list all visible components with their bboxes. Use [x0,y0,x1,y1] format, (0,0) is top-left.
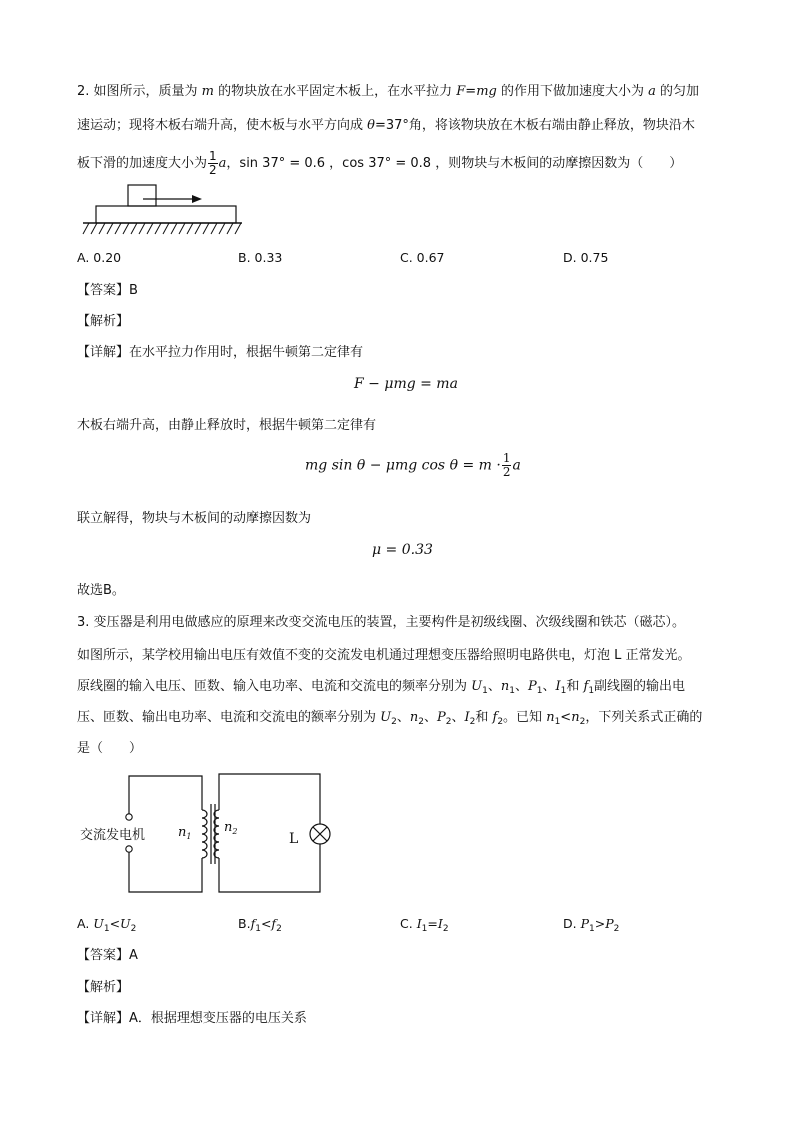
q2-stem-line2: 速运动；现将木板右端升高，使木板与水平方向成 θ=37°角，将该物块放在木板右端由静止释放，物块沿木 [77,118,695,133]
ground-hatching [83,223,241,234]
q2-option-a: A. 0.20 [77,250,122,265]
block [128,185,156,206]
primary-bottom-wire [129,852,202,892]
q2-formula2: mg sin θ − μmg cos θ = m · $\frac{1}{2}$ a [305,451,521,479]
lamp-label: L [289,831,299,847]
q2-detail-line1: 【详解】在水平拉力作用时，根据牛顿第二定律有 [77,345,364,360]
transformer-circuit-diagram [78,768,338,898]
q3-analysis-heading: 【解析】 [77,980,130,995]
primary-coil [202,810,207,858]
q3-option-d: D. $P_1>P_2$ [563,916,620,934]
q2-stem-line3: 板下滑的加速度大小为 $\frac{1}{2}$ a，sin 37° = 0.6 ，cos 37° = 0.8 ，则物块与木板间的动摩擦因数为（ ） [77,149,683,177]
terminal-bottom-icon [126,846,132,852]
primary-top-wire [129,776,202,814]
q3-detail-line1: 【详解】A．根据理想变压器的电压关系 [77,1011,307,1026]
secondary-bottom-wire [219,844,320,892]
q2-stem-line1: 2. 如图所示，质量为 m 的物块放在水平固定木板上，在水平拉力 F=mg 的作用下做加速度大小为 a 的匀加 [77,84,700,99]
fraction-half: $\frac{1}{2}$ [209,149,217,177]
arrow-head-icon [192,195,202,203]
formula2-fraction: $\frac{1}{2}$ [502,451,511,479]
board [96,206,236,223]
n1-label: $n_1$ [178,825,192,841]
terminal-top-icon [126,814,132,820]
q2-analysis-heading: 【解析】 [77,314,130,329]
q3-stem-line4: 压、匝数、输出电功率、电流和交流电的额率分别为 $U_2$、$n_2$、$P_2$、$I_2$和 $f_2$。已知 $n_1<n_2$，下列关系式正确的 [77,710,703,727]
q2-option-d: D. 0.75 [563,250,609,265]
q3-stem-line5: 是（ ） [77,741,143,756]
q3-option-b: $B.f_1<f_2$ [238,916,282,934]
q2-formula3: μ = 0.33 [372,542,433,558]
q2-detail-line2: 木板右端升高，由静止释放时，根据牛顿第二定律有 [77,418,377,433]
n2-label: $n_2$ [224,820,238,836]
q3-stem-line1: 3. 变压器是利用电做感应的原理来改变交流电压的装置，主要构件是初级线圈、次级线圈和铁芯（磁芯）。 [77,615,686,630]
q2-option-c: C. 0.67 [400,250,445,265]
q3-option-c: C. $I_1=I_2$ [400,916,449,934]
generator-label: 交流发电机 [80,828,146,843]
q3-option-a: A. $U_1<U_2$ [77,916,137,934]
q2-detail-line3: 联立解得，物块与木板间的动摩擦因数为 [77,511,312,526]
q2-formula1: F − μmg = ma [354,376,458,392]
q2-answer: 【答案】B [77,283,138,298]
secondary-top-wire [219,774,320,824]
q3-stem-line3: 原线圈的输入电压、匝数、输入电功率、电流和交流电的频率分别为 $U_1$、$n_1$、$P_1$、$I_1$和 $f_1$副线圈的输出电 [77,679,686,696]
q3-stem-line2: 如图所示，某学校用输出电压有效值不变的交流发电机通过理想变压器给照明电路供电，灯泡 L 正常发光。 [77,648,691,663]
q2-option-b: B. 0.33 [238,250,283,265]
q2-conclusion: 故选B。 [77,583,125,598]
block-on-board-figure [80,182,245,240]
q3-answer: 【答案】A [77,948,138,963]
